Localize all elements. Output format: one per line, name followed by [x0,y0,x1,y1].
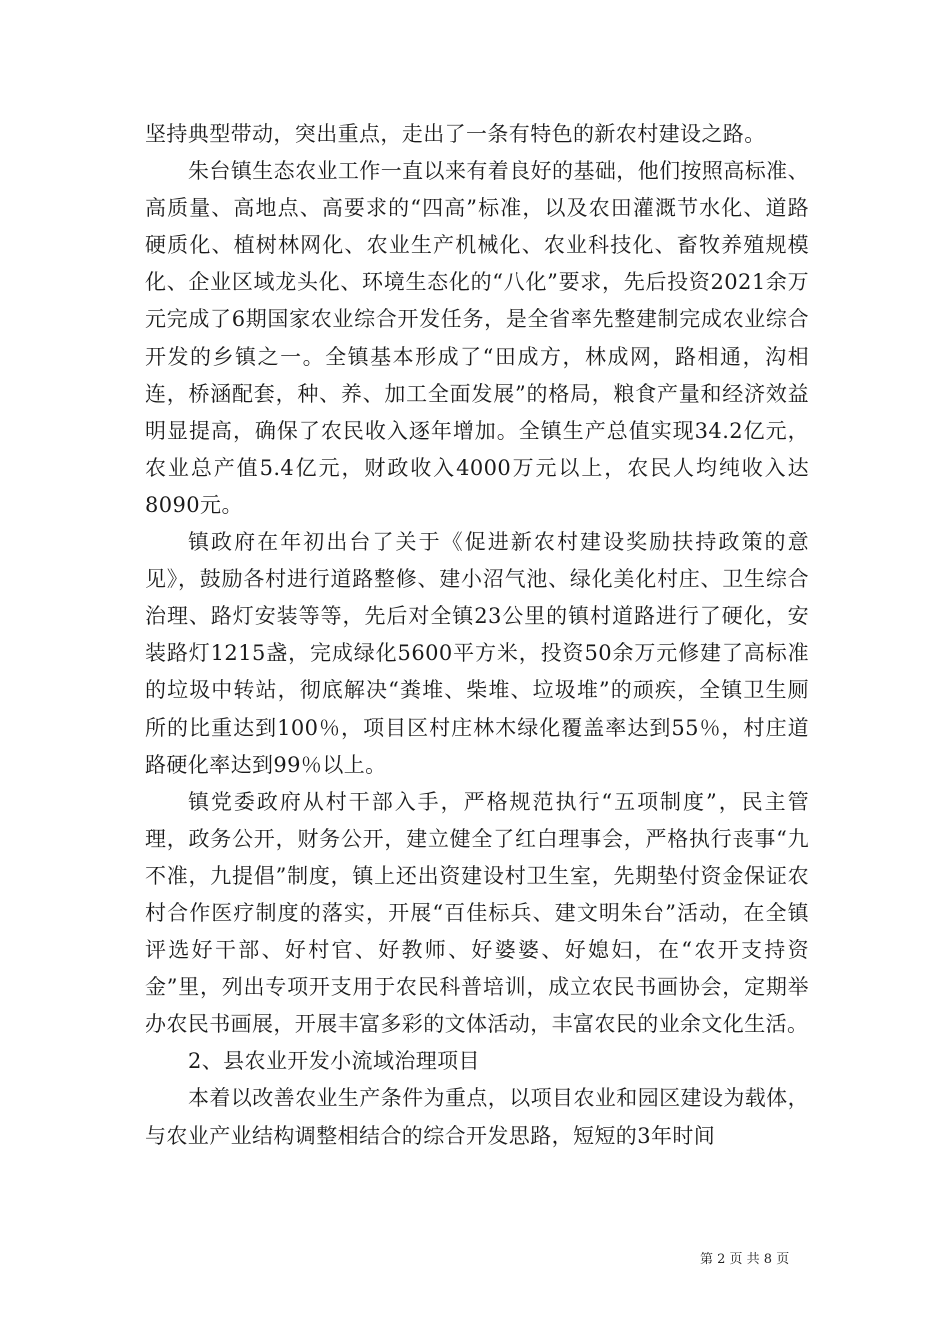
paragraph-2: 朱台镇生态农业工作一直以来有着良好的基础，他们按照高标准、高质量、高地点、高要求的“四高”标准，以及农田灌溉节水化、道路硬质化、植树林网化、农业生产机械化、农业科技化、畜牧养殖规模化、企业区域龙头化、环境生态化的“八化”要求，先后投资2021余万元完成了6期国家农业综合开发任务，是全省率先整建制完成农业综合开发的乡镇之一。全镇基本形成了“田成方，林成网，路相通，沟相连，桥涵配套，种、养、加工全面发展”的格局，粮食产量和经济效益明显提高，确保了农民收入逐年增加。全镇生产总值实现34.2亿元，农业总产值5.4亿元，财政收入4000万元以上，农民人均纯收入达8090元。 [145,159,809,517]
paragraph-5: 本着以改善农业生产条件为重点，以项目农业和园区建设为载体，与农业产业结构调整相结合的综合开发思路，短短的3年时间 [145,1086,809,1148]
paragraph-4: 镇党委政府从村干部入手，严格规范执行“五项制度”，民主管理，政务公开，财务公开，建立健全了红白理事会，严格执行丧事“九不准，九提倡”制度，镇上还出资建设村卫生室，先期垫付资金保证农村合作医疗制度的落实，开展“百佳标兵、建文明朱台”活动，在全镇评选好干部、好村官、好教师、好婆婆、好媳妇，在“农开支持资金”里，列出专项开支用于农民科普培训，成立农民书画协会，定期举办农民书画展，开展丰富多彩的文体活动，丰富农民的业余文化生活。 [145,789,809,1037]
page-number: 第 2 页 共 8 页 [700,1252,790,1267]
paragraph-1: 坚持典型带动，突出重点，走出了一条有特色的新农村建设之路。 [145,122,766,146]
document-body [145,116,809,1155]
section-heading: 2、县农业开发小流域治理项目 [188,1049,480,1074]
paragraph-3: 镇政府在年初出台了关于《促进新农村建设奖励扶持政策的意见》，鼓励各村进行道路整修、建小沼气池、绿化美化村庄、卫生综合治理、路灯安装等等，先后对全镇23公里的镇村道路进行了硬化，安装路灯1215盏，完成绿化5600平方米，投资50余万元修建了高标准的垃圾中转站，彻底解决“粪堆、柴堆、垃圾堆”的顽疾，全镇卫生厕所的比重达到100％，项目区村庄林木绿化覆盖率达到55％，村庄道路硬化率达到99％以上。 [145,530,809,777]
